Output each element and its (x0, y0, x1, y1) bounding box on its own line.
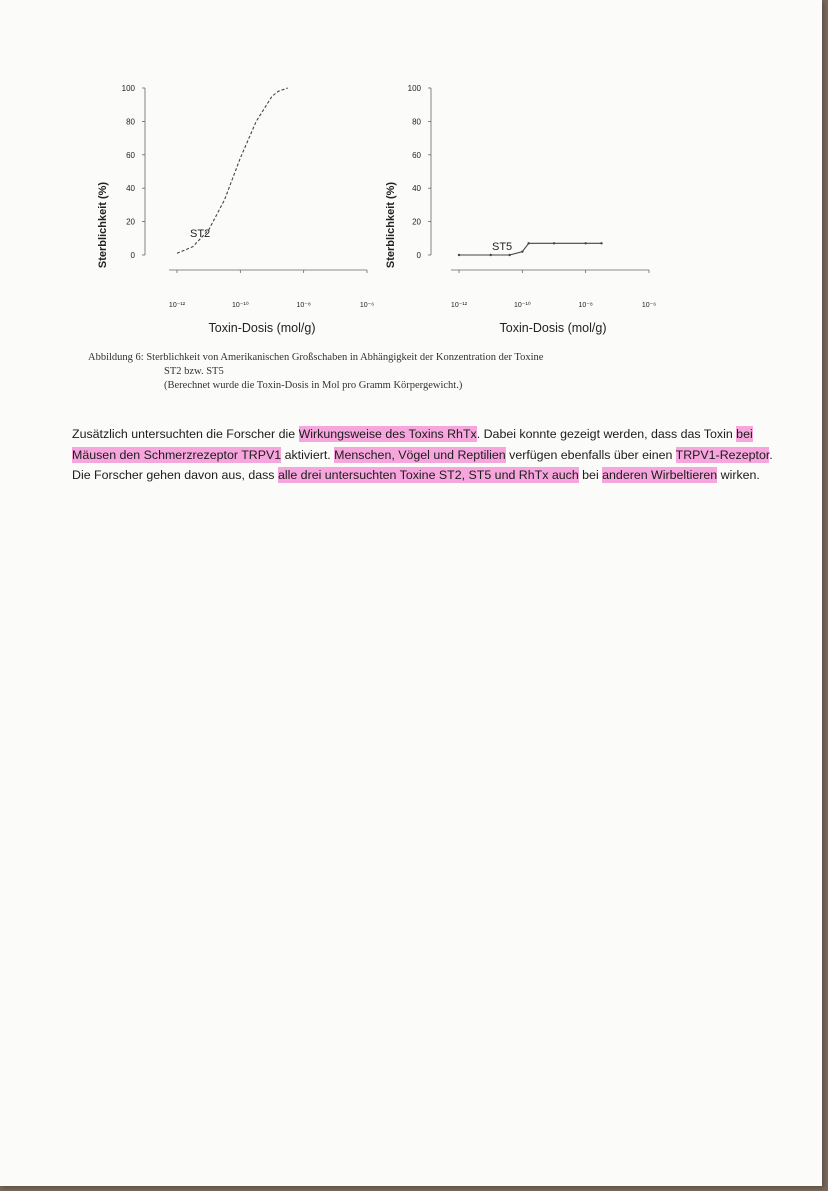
chart-st5-series-label: ST5 (492, 241, 513, 253)
text-segment: bei (578, 468, 603, 482)
highlight-segment: TRPV1-Rezeptor (675, 447, 770, 462)
highlight-segment: alle drei untersuchten Toxine ST2, ST5 und RhTx auch (277, 468, 579, 482)
chart-st2-series-label: ST2 (190, 228, 211, 240)
chart-st5-x-tick-label: 10⁻⁸ (578, 302, 593, 309)
chart-st5-data-point (584, 242, 586, 244)
chart-st5-x-tick-label: 10⁻¹² (450, 302, 468, 309)
highlight-segment: Menschen, Vögel und Reptilien (334, 447, 506, 462)
chart-st2-x-tick-label: 10⁻⁸ (296, 302, 311, 309)
chart-st2-y-tick-label: 60 (126, 150, 135, 160)
chart-st5-y-tick-label: 80 (412, 117, 421, 127)
chart-st2-y-tick-label: 40 (126, 184, 135, 194)
text-segment: . Die Forscher gehen davon aus, dass (72, 447, 773, 482)
body-paragraph (72, 424, 782, 486)
chart-st5-y-tick-label: 40 (412, 184, 421, 194)
chart-st5-y-tick-label: 20 (412, 217, 421, 227)
chart-st5-series-line (459, 243, 602, 255)
highlight-segment: Wirkungsweise des Toxins RhTx (298, 427, 477, 441)
chart-st2-x-tick-label: 10⁻¹² (168, 302, 186, 309)
chart-st2-y-tick-label: 0 (130, 251, 135, 260)
chart-st5-ylabel: Sterblichkeit (%) (385, 181, 397, 269)
chart-st5-y-tick-label: 60 (412, 150, 421, 160)
caption-line-1: Abbildung 6: Sterblichkeit von Amerikanischen Großschaben in Abhängigkeit der Konzentration der Toxine (88, 352, 544, 363)
chart-st2-x-tick-label: 10⁻⁶ (359, 302, 375, 309)
chart-st2-y-tick-label: 100 (121, 84, 135, 93)
chart-st2-xlabel: Toxin-Dosis (mol/g) (208, 321, 316, 335)
chart-st5-data-point (553, 242, 555, 244)
chart-st2-y-tick-label: 20 (126, 217, 135, 227)
chart-st2-ylabel: Sterblichkeit (%) (97, 181, 109, 269)
chart-st5-data-point (527, 242, 529, 244)
highlight-segment: anderen Wirbeltieren (602, 468, 718, 482)
chart-st2 (80, 75, 380, 345)
chart-st2-y-tick-label: 80 (126, 117, 135, 127)
chart-st5-y-tick-label: 100 (407, 84, 421, 93)
chart-st5-y-tick-label: 0 (416, 251, 421, 260)
chart-st5-x-tick-label: 10⁻⁶ (641, 302, 657, 309)
chart-st5-data-point (521, 250, 523, 252)
text-segment: Zusätzlich untersuchten die Forscher die (72, 427, 299, 441)
text-segment: verfügen ebenfalls über einen (505, 447, 676, 462)
chart-st5-data-point (458, 254, 460, 256)
text-segment: . Dabei konnte gezeigt werden, dass das Toxin (476, 427, 737, 441)
chart-st5 (373, 75, 673, 345)
figure-caption (88, 351, 748, 393)
chart-st5-x-tick-label: 10⁻¹⁰ (514, 302, 531, 309)
chart-st5-data-point (600, 242, 602, 244)
text-segment: aktiviert. (281, 447, 335, 462)
text-segment: wirken. (717, 468, 760, 482)
chart-st2-x-tick-label: 10⁻¹⁰ (232, 302, 249, 309)
chart-st5-xlabel: Toxin-Dosis (mol/g) (499, 321, 607, 335)
chart-st5-data-point (489, 254, 491, 256)
highlight-segment: bei Mäusen den Schmerzrezeptor TRPV1 (72, 427, 753, 462)
caption-line-2: ST2 bzw. ST5 (164, 366, 224, 377)
chart-st5-data-point (508, 254, 510, 256)
caption-line-3: (Berechnet wurde die Toxin-Dosis in Mol pro Gramm Körpergewicht.) (164, 380, 463, 391)
